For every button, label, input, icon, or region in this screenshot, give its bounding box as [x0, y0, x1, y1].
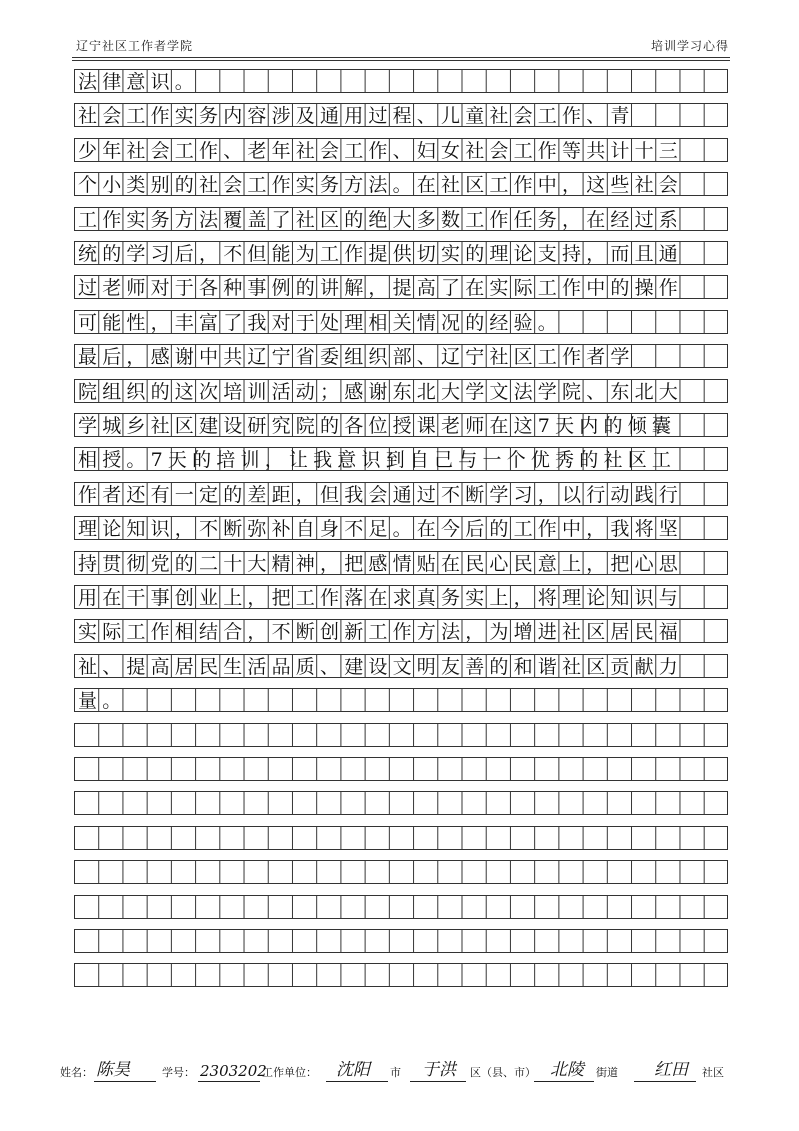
- unit-label: 工作单位：: [262, 1066, 317, 1079]
- grid-row: [74, 344, 728, 368]
- institution-name: 辽宁社区工作者学院: [76, 39, 194, 53]
- grid-row: [74, 241, 728, 265]
- grid-row: [74, 482, 728, 506]
- grid-row-text: 少年社会工作、老年社会工作、妇女社会工作等共计十三: [78, 139, 684, 162]
- grid-row-text: [75, 724, 729, 748]
- grid-row: [74, 413, 728, 437]
- grid-row-text: 祉、提高居民生活品质、建设文明友善的和谐社区贡献力: [78, 655, 684, 678]
- grid-row: [74, 929, 728, 953]
- grid-row-text: [75, 861, 729, 885]
- grid-row-text: 个小类别的社会工作实务方法。在社区工作中，这些社会: [78, 174, 684, 197]
- street-value: 北陵: [550, 1060, 584, 1080]
- grid-row: [74, 860, 728, 884]
- city-value: 沈阳: [336, 1060, 370, 1080]
- grid-row-text: 最后，感谢中共辽宁省委组织部、辽宁社区工作者学: [78, 346, 635, 369]
- grid-row: [74, 516, 728, 540]
- grid-row-text: 作者还有一定的差距，但我会通过不断学习，以行动践行: [78, 483, 684, 506]
- grid-row: [74, 275, 728, 299]
- grid-row-text: [75, 827, 729, 851]
- grid-row-text: [75, 758, 729, 782]
- district-value: 于洪: [422, 1060, 456, 1080]
- grid-row-text: 学城乡社区建设研究院的各位授课老师在这7天内的倾囊: [78, 415, 677, 437]
- grid-row-text: 社会工作实务内容涉及通用过程、儿童社会工作、青: [78, 105, 635, 128]
- name-label: 姓名：: [60, 1066, 93, 1079]
- grid-row-text: 院组织的这次培训活动；感谢东北大学文法学院、东北大: [78, 380, 684, 403]
- grid-row-text: [75, 792, 729, 816]
- grid-row-text: 相授。7天的培训，让我意识到自己与一个优秀的社区工: [78, 449, 677, 472]
- district-label: 区（县、市）: [470, 1066, 536, 1079]
- grid-row-text: 用在干事创业上，把工作落在求真务实上，将理论知识与: [78, 587, 684, 609]
- community-underline: [634, 1081, 696, 1082]
- grid-row-text: 理论知识，不断弥补自身不足。在今后的工作中，我将坚: [78, 518, 684, 541]
- street-underline: [534, 1081, 594, 1082]
- name-value: 陈昊: [96, 1060, 130, 1080]
- grid-row: [74, 963, 728, 987]
- grid-row: [74, 688, 728, 712]
- grid-row: [74, 138, 728, 162]
- name-underline: [94, 1081, 156, 1082]
- id-value: 2303202: [200, 1062, 267, 1080]
- grid-row: [74, 551, 728, 575]
- grid-row: [74, 379, 728, 403]
- id-underline: [198, 1081, 260, 1082]
- grid-row-text: 过老师对于各种事例的讲解，提高了在实际工作中的操作: [78, 277, 684, 300]
- grid-row: [74, 69, 728, 93]
- grid-row: [74, 654, 728, 678]
- grid-row-text: [75, 896, 729, 920]
- grid-row: [74, 791, 728, 815]
- grid-row-text: [75, 930, 729, 954]
- grid-row-text: 统的学习后，不但能为工作提供切实的理论支持，而且通: [78, 243, 684, 265]
- header-rule-bottom: [72, 60, 730, 61]
- grid-row: [74, 895, 728, 919]
- grid-row: [74, 207, 728, 231]
- grid-row: [74, 826, 728, 850]
- community-value: 红田: [654, 1060, 688, 1080]
- grid-row: [74, 103, 728, 127]
- grid-row-text: [75, 964, 729, 988]
- grid-row-text: 法律意识。: [78, 71, 200, 93]
- grid-row-text: 可能性，丰富了我对于处理相关情况的经验。: [78, 311, 563, 334]
- grid-row: [74, 310, 728, 334]
- grid-row: [74, 723, 728, 747]
- grid-row: [74, 757, 728, 781]
- id-label: 学号：: [162, 1066, 195, 1079]
- grid-row: [74, 585, 728, 609]
- city-underline: [326, 1081, 388, 1082]
- district-underline: [410, 1081, 466, 1082]
- header-rule-top: [72, 57, 730, 58]
- writing-grid: [74, 69, 728, 782]
- footer-info: [56, 1058, 736, 1084]
- grid-row: [74, 447, 728, 471]
- community-label: 社区: [702, 1066, 724, 1079]
- grid-row-text: 量。: [78, 690, 127, 713]
- grid-row-text: 工作实务方法覆盖了社区的绝大多数工作任务，在经过系: [78, 208, 684, 231]
- street-label: 街道: [596, 1066, 618, 1079]
- grid-row: [74, 172, 728, 196]
- city-label: 市: [390, 1066, 401, 1079]
- grid-row: [74, 619, 728, 643]
- grid-row-text: 实际工作相结合，不断创新工作方法，为增进社区居民福: [78, 621, 684, 644]
- document-type: 培训学习心得: [650, 39, 729, 53]
- grid-row-text: 持贯彻党的二十大精神，把感情贴在民心民意上，把心思: [78, 552, 684, 575]
